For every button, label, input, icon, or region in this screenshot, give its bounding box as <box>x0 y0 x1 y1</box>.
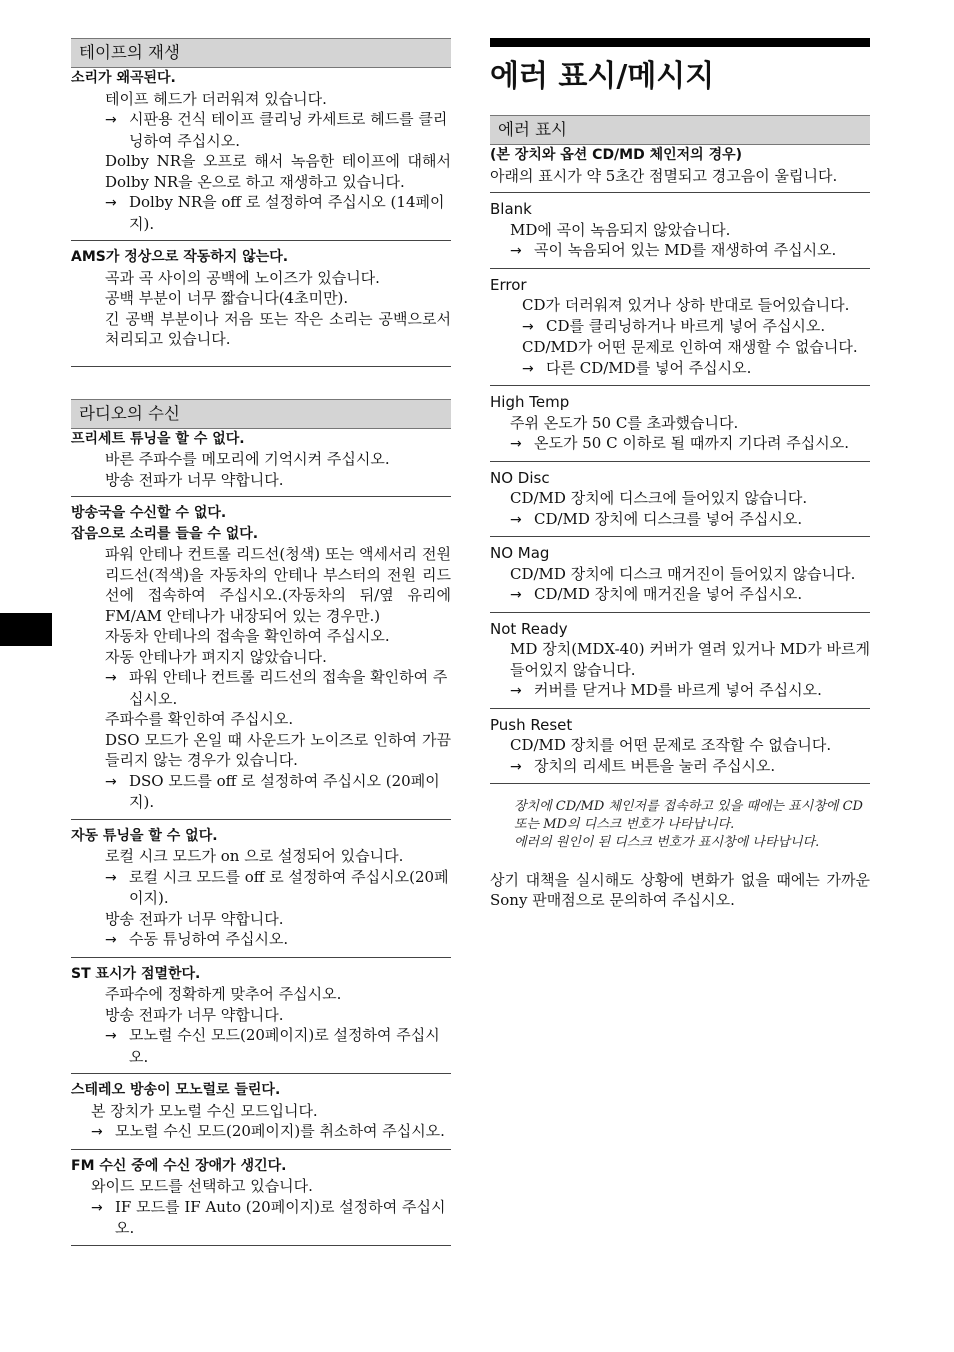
cause-text: Dolby NR을 오프로 해서 녹음한 테이프에 대해서 Dolby NR을 온으로 하고 재생하고 있습니다. <box>105 152 451 191</box>
remedy-text: → 로컬 시크 모드를 off 로 설정하여 주십시오(20페이지). <box>71 867 451 909</box>
item-push-reset <box>490 715 870 785</box>
cause-text: 테이프 헤드가 더러워져 있습니다. <box>105 89 327 108</box>
item-preset-tuning <box>71 429 451 498</box>
cause-text: CD/MD 장치를 어떤 문제로 조작할 수 없습니다. <box>510 736 832 754</box>
cause-text: CD가 더러워져 있거나 상하 반대로 들어있습니다. <box>522 296 850 314</box>
remedy-text: → IF 모드를 IF Auto (20페이지)로 설정하여 주십시오. <box>71 1197 451 1239</box>
item-ams-not-working <box>71 247 451 367</box>
item-sound-distorted <box>71 68 451 241</box>
item-high-temp <box>490 392 870 462</box>
item-not-ready <box>490 619 870 709</box>
remedy-text: → CD를 클리닝하거나 바르게 넣어 주십시오. <box>490 316 870 338</box>
cause-text: MD에 곡이 녹음되지 않았습니다. <box>510 220 731 239</box>
error-code: High Temp <box>490 393 570 411</box>
remedy-text: → 모노럴 수신 모드(20페이지)를 취소하여 주십시오. <box>71 1121 451 1143</box>
error-code: Push Reset <box>490 715 573 734</box>
remedy-text: → Dolby NR을 off 로 설정하여 주십시오 (14페이지). <box>71 192 451 234</box>
item-head: (본 장치와 옵션 CD/MD 체인저의 경우) <box>490 147 743 163</box>
cause-text: 로컬 시크 모드가 on 으로 설정되어 있습니다. <box>105 847 404 865</box>
remedy-text: → CD/MD 장치에 매거진을 넣어 주십시오. <box>490 584 870 606</box>
remedy-text: → DSO 모드를 off 로 설정하여 주십시오 (20페이지). <box>71 771 451 813</box>
error-code: Error <box>490 275 527 294</box>
remedy-text: → 파워 안테나 컨트롤 리드선의 접속을 확인하여 주십시오. <box>71 667 451 709</box>
remedy-text: → CD/MD 장치에 디스크를 넣어 주십시오. <box>490 509 870 531</box>
cause-text: 주위 온도가 50 C를 초과했습니다. <box>510 413 739 432</box>
cause-text: 방송 전파가 너무 약합니다. <box>105 470 284 489</box>
item-no-reception <box>71 503 451 820</box>
page-title: 에러 표시/메시지 <box>490 59 715 94</box>
remedy-text: → 모노럴 수신 모드(20페이지)로 설정하여 주십시오. <box>71 1025 451 1067</box>
cause-text: CD/MD 장치에 디스크 매거진이 들어있지 않습니다. <box>510 564 856 583</box>
remedy-text: → 곡이 녹음되어 있는 MD를 재생하여 주십시오. <box>490 240 870 262</box>
item-no-disc <box>490 468 870 538</box>
item-fm-interference <box>71 1156 451 1246</box>
item-head: 잡음으로 소리를 들을 수 없다. <box>71 525 259 542</box>
item-intro <box>490 145 870 193</box>
item-head: 방송국을 수신할 수 없다. <box>71 505 227 521</box>
final-advice: 상기 대책을 실시해도 상황에 변화가 없을 때에는 가까운 Sony 판매점으로 문의하여 주십시오. <box>490 871 870 909</box>
cause-text: 주파수를 확인하여 주십시오. <box>105 710 294 728</box>
cause-text: 자동 안테나가 펴지지 않았습니다. <box>105 647 327 666</box>
item-no-mag <box>490 543 870 613</box>
remedy-text: → 시판용 건식 테이프 클리닝 카세트로 헤드를 클리닝하여 주십시오. <box>71 109 451 151</box>
cause-text: 긴 공백 부분이나 저음 또는 작은 소리는 공백으로서 처리되고 있습니다. <box>105 309 451 348</box>
item-head: ST 표시가 점멸한다. <box>71 965 201 982</box>
item-head: 프리세트 튜닝을 할 수 없다. <box>71 430 245 447</box>
item-head: AMS가 정상으로 작동하지 않는다. <box>71 249 289 265</box>
item-head: 자동 튜닝을 할 수 없다. <box>71 827 218 844</box>
remedy-text: → 장치의 리세트 버튼을 눌러 주십시오. <box>490 756 870 778</box>
item-st-blinking <box>71 964 451 1075</box>
item-blank <box>490 199 870 269</box>
error-code: Not Ready <box>490 619 568 638</box>
item-head: 스테레오 방송이 모노럴로 들린다. <box>71 1082 281 1098</box>
item-error <box>490 275 870 387</box>
item-auto-tuning <box>71 826 451 958</box>
cause-text: 파워 안테나 컨트롤 리드선(청색) 또는 액세서리 전원 리드선(적색)을 자동차의 안테나 부스터의 전원 리드선에 접속하여 주십시오.(자동차의 뒤/옆 유리에 FM/AM 안테나가 내장되어 있는 경우만.) <box>105 545 451 625</box>
cause-text: 방송 전파가 너무 약합니다. <box>105 909 284 928</box>
left-column <box>71 38 451 1252</box>
cause-text: 와이드 모드를 선택하고 있습니다. <box>91 1177 313 1195</box>
right-column <box>490 38 870 910</box>
cause-text: 방송 전파가 너무 약합니다. <box>105 1005 284 1024</box>
note-text: 에러의 원인이 된 디스크 번호가 표시창에 나타납니다. <box>514 835 820 850</box>
cause-text: DSO 모드가 온일 때 사운드가 노이즈로 인하여 가끔 들리지 않는 경우가 있습니다. <box>105 730 451 769</box>
page-side-tab <box>0 613 52 646</box>
section-title-radio: 라디오의 수신 <box>71 399 451 429</box>
cause-text: 공백 부분이 너무 짧습니다(4초미만). <box>105 289 349 307</box>
section-title-tape: 테이프의 재생 <box>71 38 451 68</box>
section-title-errors: 에러 표시 <box>490 115 870 145</box>
intro-text: 아래의 표시가 약 5초간 점멸되고 경고음이 울립니다. <box>490 166 838 185</box>
note-text: 장치에 CD/MD 체인저를 접속하고 있을 때에는 표시창에 CD 또는 MD의 디스크 번호가 나타납니다. <box>514 799 863 832</box>
cause-text: 곡과 곡 사이의 공백에 노이즈가 있습니다. <box>105 268 380 287</box>
cause-text: 자동차 안테나의 접속을 확인하여 주십시오. <box>105 627 390 645</box>
cause-text: MD 장치(MDX-40) 커버가 열려 있거나 MD가 바르게 들어있지 않습니다. <box>510 640 870 679</box>
cause-text: CD/MD가 어떤 문제로 인하여 재생할 수 없습니다. <box>522 338 858 356</box>
title-rule <box>490 38 870 47</box>
error-code: Blank <box>490 200 532 218</box>
cause-text: 바른 주파수를 메모리에 기억시켜 주십시오. <box>105 450 390 468</box>
remedy-text: → 온도가 50 C 이하로 될 때까지 기다려 주십시오. <box>490 433 870 455</box>
remedy-text: → 다른 CD/MD를 넣어 주십시오. <box>490 358 870 380</box>
item-head: FM 수신 중에 수신 장애가 생긴다. <box>71 1157 287 1174</box>
cause-text: 주파수에 정확하게 맞추어 주십시오. <box>105 985 342 1003</box>
error-code: NO Mag <box>490 544 550 562</box>
cause-text: CD/MD 장치에 디스크에 들어있지 않습니다. <box>510 489 808 507</box>
item-stereo-mono <box>71 1080 451 1150</box>
error-code: NO Disc <box>490 468 550 487</box>
item-head: 소리가 왜곡된다. <box>71 70 176 86</box>
cause-text: 본 장치가 모노럴 수신 모드입니다. <box>91 1101 318 1120</box>
remedy-text: → 수동 튜닝하여 주십시오. <box>71 929 451 951</box>
remedy-text: → 커버를 닫거나 MD를 바르게 넣어 주십시오. <box>490 680 870 702</box>
